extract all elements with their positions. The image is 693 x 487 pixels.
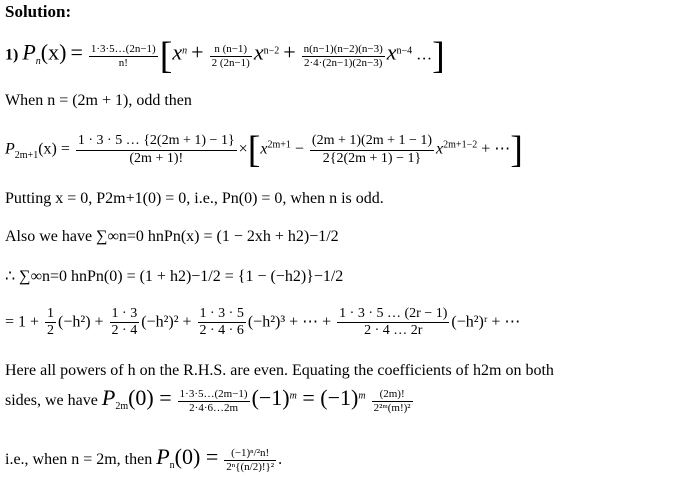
p-sub: n [35,55,41,67]
p-arg: (0) = [128,385,172,410]
coef-fraction [76,133,237,166]
frac-d [337,306,449,339]
frac3 [302,43,385,69]
final-fraction [224,447,276,473]
frac-d-num: 1 · 3 · 5 … (2r − 1) [337,306,449,323]
coef-num: 1·3·5…(2n−1) [90,42,156,55]
term2: x [253,39,264,65]
right-bracket: ] [432,35,445,77]
frac-a-den: 2·4·6…2m [189,401,239,414]
frac-b [372,388,413,414]
term3-sup: n−4 [396,45,413,57]
part-number: 1) [5,46,19,64]
frac-b-den: 2²ᵐ(m!)² [373,401,411,414]
final-den: 2ⁿ{(n/2)!}² [226,460,275,473]
term-c: (−h²)³ + ⋯ + [247,313,332,331]
frac2 [210,43,252,69]
frac3-num: n(n−1)(n−2)(n−3) [303,42,383,55]
dots: … [412,46,433,64]
formula-p2m0 [5,385,415,414]
p-sub: 2m+1 [14,149,39,161]
p-symbol: P [101,385,116,410]
p-symbol: P [5,140,15,158]
ie-text: i.e., when n = 2m, then [5,451,157,468]
tail: + ⋯ [477,140,511,158]
right-bracket: ] [510,129,523,171]
coef-fraction [89,43,158,69]
frac2-den: 2 (2n−1) [211,56,250,69]
frac-a-den: 2 [47,323,55,339]
neg-one: (−1) [251,385,290,410]
frac-a [178,388,250,414]
line-when-odd: When n = (2m + 1), odd then [5,92,192,109]
frac2-den: 2{2(2m + 1) − 1} [322,150,422,166]
frac-a-num: 1·3·5…(2m−1) [179,388,248,401]
final-num: (−1)ⁿ/²n! [224,447,276,461]
series-expansion [5,306,520,339]
frac-b [110,306,140,339]
line-generating-function: Also we have ∑∞n=0 hnPn(x) = (1 − 2xh + h2)−1/2 [5,228,339,245]
frac2-num: n (n−1) [210,43,252,57]
formula-pn0 [5,444,282,473]
frac2 [310,133,434,166]
formula-pn [5,34,445,78]
term2-sup: n−2 [263,45,280,57]
term2: x [436,140,444,158]
eq-neg-one: = (−1) [296,385,359,410]
term-b: (−h²)² + [141,313,192,331]
term1-sup: 2m+1 [267,139,291,151]
minus-sign: − [290,140,308,158]
frac-c-den: 2 · 4 · 6 [199,323,244,339]
eq-sign: = [70,39,83,65]
frac-b-den: 2 · 4 [111,323,138,339]
p-symbol: P [22,39,36,65]
plus1: + [191,39,204,65]
line-therefore: ∴ ∑∞n=0 hnPn(0) = (1 + h2)−1/2 = {1 − (−h2)}−1/2 [5,268,344,285]
term1: x [172,39,183,65]
frac-b-num: 1 · 3 [110,306,140,323]
frac2-num: (2m + 1)(2m + 1 − 1) [310,133,434,150]
p-symbol: P [156,444,170,469]
frac-a-num: 1 [45,306,56,323]
frac-b-num: (2m)! [372,388,413,402]
sides-text: sides, we have [5,392,102,409]
coef-den: n! [118,56,128,69]
frac-c-num: 1 · 3 · 5 [198,306,246,323]
coef-den: (2m + 1)! [129,150,184,166]
p-arg: (x) [40,39,67,65]
frac-a [45,306,56,339]
frac3-den: 2·4·(2n−1)(2n−3) [304,56,383,69]
term1-sup: n [182,45,188,57]
formula-p2m1 [5,128,523,172]
coef-num: 1 · 3 · 5 … {2(2m + 1) − 1} [76,133,237,150]
left-bracket: [ [247,129,261,171]
frac-d-den: 2 · 4 … 2r [364,323,423,339]
left-bracket: [ [159,35,173,77]
frac-c [198,306,246,339]
solution-heading: Solution: [5,2,72,21]
term-a: (−h²) + [58,313,104,331]
series-start: = 1 + [5,313,40,331]
times-sign: × [238,140,248,158]
p-arg: (0) = [174,444,219,469]
term-d: (−h²)ʳ + ⋯ [451,313,521,331]
neg-one-sup: m [289,390,297,402]
term2-sup: 2m+1−2 [443,139,478,151]
line-even-powers: Here all powers of h on the R.H.S. are even. Equating the coefficients of h2m on both [5,362,554,379]
term3: x [386,39,397,65]
term1: x [260,140,268,158]
p-arg: (x) = [38,140,70,158]
line-putting-x0: Putting x = 0, P2m+1(0) = 0, i.e., Pn(0) = 0, when n is odd. [5,190,384,207]
p-sub: 2m [115,401,129,413]
eq-neg-one-sup: m [358,390,366,402]
p-sub: n [169,460,175,472]
plus2: + [283,39,296,65]
period: . [278,451,283,468]
